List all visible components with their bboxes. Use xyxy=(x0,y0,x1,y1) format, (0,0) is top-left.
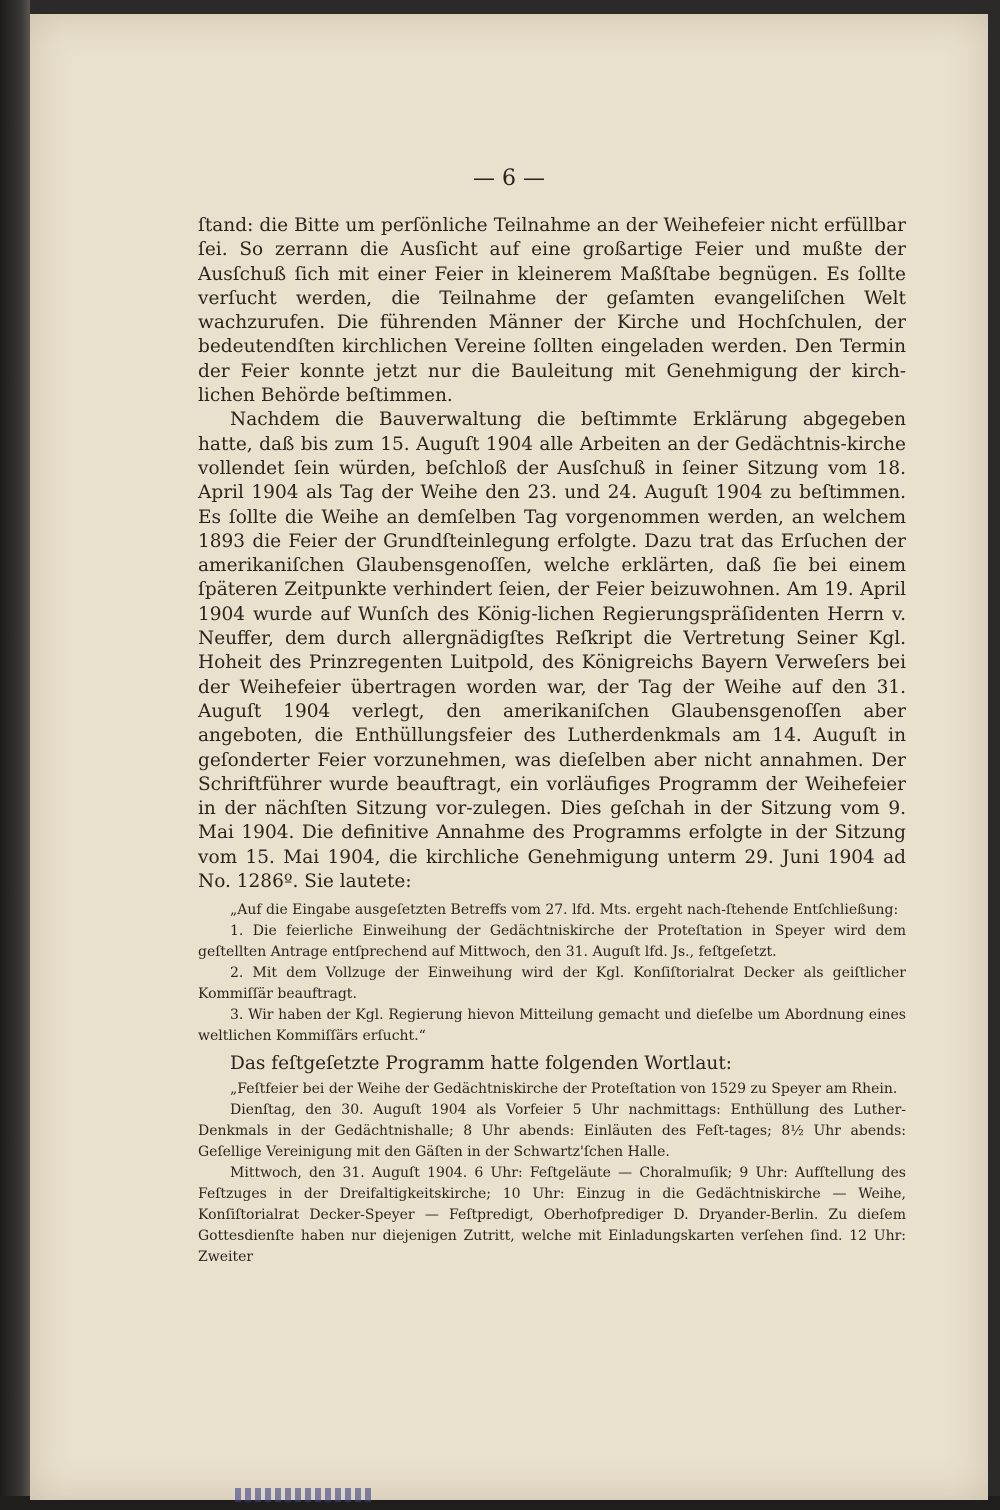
decree-intro: „Auf die Eingabe ausgeſetzten Betreffs vom 27. lfd. Mts. ergeht nach-ſtehende Entſchließung: xyxy=(230,902,899,919)
decree-item-2: 2. Mit dem Vollzuge der Einweihung wird der Kgl. Konſiſtorialrat Decker als geiſtlicher Kommiſſär beauftragt. xyxy=(198,965,906,1003)
paragraph-1: ſtand: die Bitte um perſönliche Teilnahme an der Weihefeier nicht erfüllbar ſei. So zerrann die Ausſicht auf eine großartige Feier und mußte der Ausſchuß ſich mit einer Feier in kleinerem Maßſtabe begnügen. Es ſollte verſucht werden, die Teilnahme der geſamten evangeliſchen Welt wachzurufen. Die führenden Männer der Kirche und Hochſchulen, der bedeutendſten kirchlichen Vereine ſollten eingeladen werden. Den Termin der Feier konnte jetzt nur die Bauleitung mit Genehmigung der kirch-lichen Behörde beſtimmen. xyxy=(198,215,906,407)
decree-item-3: 3. Wir haben der Kgl. Regierung hievon Mitteilung gemacht und dieſelbe um Abordnung eines weltlichen Kommiſſärs erſucht.“ xyxy=(198,1007,906,1045)
left-binding-edge xyxy=(0,0,30,1510)
program-day-2: Mittwoch, den 31. Auguſt 1904. 6 Uhr: Feſtgeläute — Choralmuſik; 9 Uhr: Aufſtellung des Feſtzuges in der Dreifaltigkeitskirche; 10 Uhr: Einzug in die Gedächtniskirche — Weihe, Konſiſtorialrat Decker-Speyer — Feſtpredigt, Oberhofprediger D. Dryander-Berlin. Zu dieſem Gottesdienſte haben nur diejenigen Zutritt, welche mit Einladungskarten verſehen ſind. 12 Uhr: Zweiter xyxy=(198,1165,906,1266)
library-stamp-mark xyxy=(235,1488,375,1502)
paragraph-2: Nachdem die Bauverwaltung die beſtimmte Erklärung abgegeben hatte, daß bis zum 15. Auguſt 1904 alle Arbeiten an der Gedächtnis-kirche vollendet ſein würden, beſchloß der Ausſchuß in ſeiner Sitzung vom 18. April 1904 als Tag der Weihe den 23. und 24. Auguſt 1904 zu beſtimmen. Es ſollte die Weihe an demſelben Tag vorgenommen werden, an welchem 1893 die Feier der Grundſteinlegung erfolgte. Dazu trat das Erſuchen der amerikaniſchen Glaubensgenoſſen, welche erklärten, daß ſie bei einem ſpäteren Zeitpunkte verhindert ſeien, der Feier beizuwohnen. Am 19. April 1904 wurde auf Wunſch des König-lichen Regierungspräſidenten Herrn v. Neuffer, dem durch allergnädigſtes Reſkript die Vertretung Seiner Kgl. Hoheit des Prinzregenten Luitpold, des Königreichs Bayern Verweſers bei der Weihefeier übertragen worden war, der Tag der Weihe auf den 31. Auguſt 1904 verlegt, den amerikaniſchen Glaubensgenoſſen aber angeboten, die Enthüllungsfeier des Lutherdenkmals am 14. Auguſt in geſonderter Feier vorzunehmen, was dieſelben aber nicht annahmen. Der Schriftführer wurde beauftragt, ein vorläufiges Programm der Weihefeier in der nächſten Sitzung vor-zulegen. Dies geſchah in der Sitzung vom 9. Mai 1904. Die definitive Annahme des Programms erfolgte in der Sitzung vom 15. Mai 1904, die kirchliche Genehmigung unterm 29. Juni 1904 ad No. 1286º. Sie lautete: xyxy=(198,409,906,893)
book-page xyxy=(30,14,988,1500)
body-text xyxy=(198,214,906,1268)
program-day-1: Dienſtag, den 30. Auguſt 1904 als Vorfeier 5 Uhr nachmittags: Enthüllung des Luther-Denkmals in der Gedächtnishalle; 8 Uhr abends: Einläuten des Feſt-tages; 8½ Uhr abends: Geſellige Vereinigung mit den Gäſten in der Schwartz'ſchen Halle. xyxy=(198,1102,906,1161)
decree-item-1: 1. Die feierliche Einweihung der Gedächtniskirche der Proteſtation in Speyer wird dem geſtellten Antrage entſprechend auf Mittwoch, den 31. Auguſt lfd. Js., feſtgeſetzt. xyxy=(198,923,906,961)
page-number: — 6 — xyxy=(473,166,545,191)
program-title: „Feſtfeier bei der Weihe der Gedächtniskirche der Proteſtation von 1529 zu Speyer am Rhein. xyxy=(230,1081,898,1098)
program-heading: Das feſtgeſetzte Programm hatte folgenden Wortlaut: xyxy=(230,1053,732,1075)
